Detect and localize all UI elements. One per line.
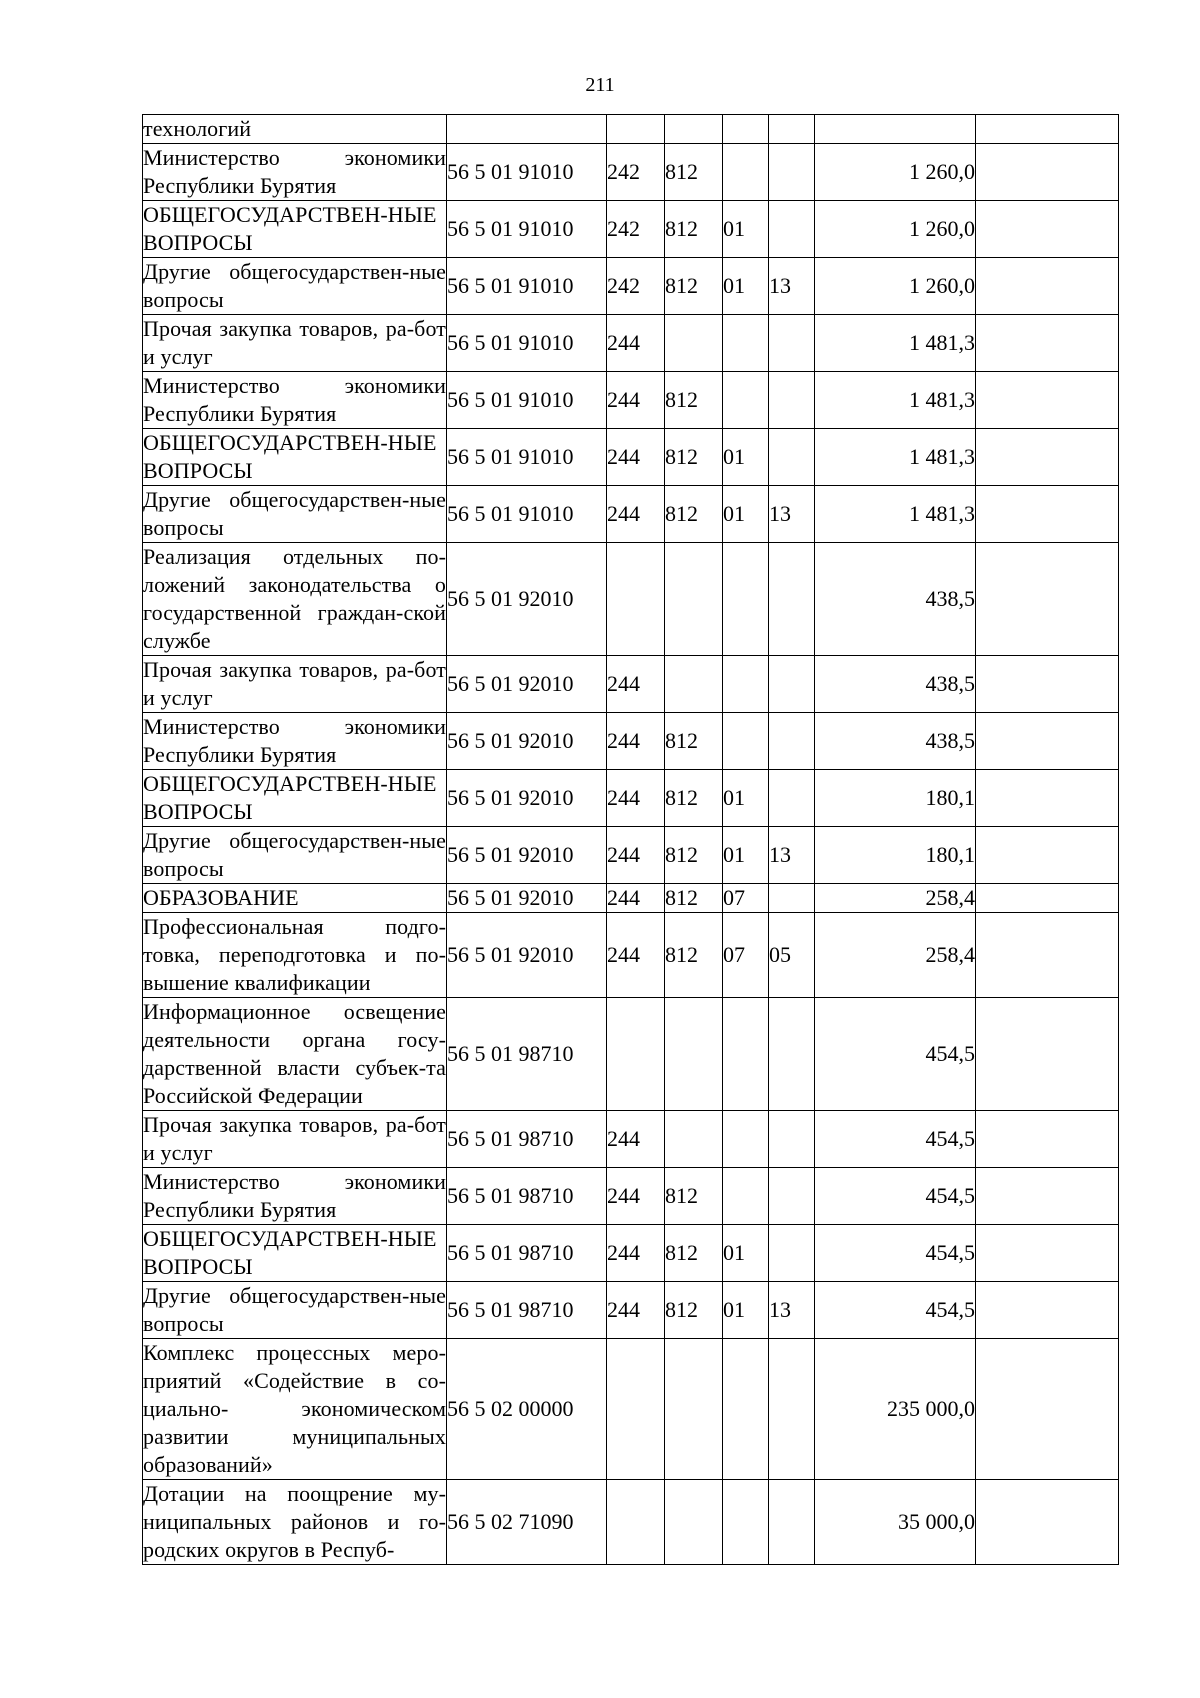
table-row [143,998,1119,1111]
amount-cell: 438,5 [815,543,976,656]
empty-cell [976,315,1119,372]
amount-cell: 454,5 [815,1282,976,1339]
empty-cell [976,770,1119,827]
item-name-cell: ОБЩЕГОСУДАРСТВЕН-НЫЕ ВОПРОСЫ [143,429,447,486]
ministry-code-cell [665,1480,723,1565]
section-cell [723,115,769,144]
expense-type-cell: 244 [607,913,665,998]
ministry-code-cell [665,315,723,372]
amount-cell: 180,1 [815,770,976,827]
subsection-cell [769,1111,815,1168]
ministry-code-cell [665,1111,723,1168]
target-article-cell [447,115,607,144]
subsection-cell [769,543,815,656]
table-row [143,115,1119,144]
subsection-cell [769,1339,815,1480]
empty-cell [976,827,1119,884]
item-name-cell: Комплекс процессных меро-приятий «Содействие в со-циально- экономическом развитии муниципальных образований» [143,1339,447,1480]
expense-type-cell: 242 [607,144,665,201]
target-article-cell: 56 5 02 71090 [447,1480,607,1565]
subsection-cell: 05 [769,913,815,998]
table-row [143,770,1119,827]
subsection-cell [769,998,815,1111]
expense-type-cell: 244 [607,1168,665,1225]
empty-cell [976,656,1119,713]
empty-cell [976,913,1119,998]
expense-type-cell: 244 [607,713,665,770]
empty-cell [976,884,1119,913]
empty-cell [976,258,1119,315]
expense-type-cell: 244 [607,372,665,429]
item-name-cell: Министерство экономики Республики Бурятия [143,144,447,201]
empty-cell [976,1480,1119,1565]
target-article-cell: 56 5 02 00000 [447,1339,607,1480]
table-row [143,372,1119,429]
section-cell: 07 [723,884,769,913]
item-name-cell: Информационное освещение деятельности органа госу-дарственной власти субъек-та Российской Федерации [143,998,447,1111]
table-row [143,913,1119,998]
expense-type-cell [607,543,665,656]
empty-cell [976,543,1119,656]
empty-cell [976,115,1119,144]
subsection-cell: 13 [769,827,815,884]
subsection-cell [769,315,815,372]
empty-cell [976,1339,1119,1480]
expense-type-cell: 244 [607,486,665,543]
empty-cell [976,1282,1119,1339]
section-cell [723,144,769,201]
table-row [143,1168,1119,1225]
target-article-cell: 56 5 01 91010 [447,144,607,201]
amount-cell: 1 260,0 [815,144,976,201]
target-article-cell: 56 5 01 98710 [447,1225,607,1282]
target-article-cell: 56 5 01 98710 [447,1168,607,1225]
ministry-code-cell: 812 [665,913,723,998]
subsection-cell [769,884,815,913]
amount-cell: 438,5 [815,656,976,713]
empty-cell [976,372,1119,429]
item-name-cell: ОБЩЕГОСУДАРСТВЕН-НЫЕ ВОПРОСЫ [143,770,447,827]
item-name-cell: Министерство экономики Республики Бурятия [143,713,447,770]
item-name-cell: Другие общегосударствен-ные вопросы [143,827,447,884]
target-article-cell: 56 5 01 92010 [447,543,607,656]
target-article-cell: 56 5 01 92010 [447,713,607,770]
empty-cell [976,486,1119,543]
ministry-code-cell [665,115,723,144]
section-cell [723,1168,769,1225]
amount-cell: 1 260,0 [815,258,976,315]
section-cell [723,1111,769,1168]
ministry-code-cell: 812 [665,1168,723,1225]
subsection-cell [769,770,815,827]
empty-cell [976,1111,1119,1168]
amount-cell: 258,4 [815,884,976,913]
expense-type-cell: 244 [607,1111,665,1168]
table-row [143,656,1119,713]
item-name-cell: Прочая закупка товаров, ра-бот и услуг [143,315,447,372]
subsection-cell [769,372,815,429]
amount-cell: 1 481,3 [815,372,976,429]
target-article-cell: 56 5 01 92010 [447,656,607,713]
target-article-cell: 56 5 01 91010 [447,315,607,372]
ministry-code-cell: 812 [665,770,723,827]
amount-cell: 454,5 [815,1111,976,1168]
table-row [143,827,1119,884]
subsection-cell [769,1480,815,1565]
table-row [143,1480,1119,1565]
ministry-code-cell [665,543,723,656]
ministry-code-cell: 812 [665,884,723,913]
target-article-cell: 56 5 01 98710 [447,998,607,1111]
expense-type-cell: 244 [607,429,665,486]
target-article-cell: 56 5 01 98710 [447,1282,607,1339]
expense-type-cell: 244 [607,315,665,372]
ministry-code-cell: 812 [665,1282,723,1339]
subsection-cell [769,656,815,713]
amount-cell: 180,1 [815,827,976,884]
empty-cell [976,201,1119,258]
subsection-cell [769,713,815,770]
item-name-cell: технологий [143,115,447,144]
table-row [143,429,1119,486]
expense-type-cell: 244 [607,827,665,884]
item-name-cell: Дотации на поощрение му-ниципальных районов и го-родских округов в Респуб- [143,1480,447,1565]
table-row [143,713,1119,770]
target-article-cell: 56 5 01 92010 [447,827,607,884]
subsection-cell [769,115,815,144]
section-cell: 01 [723,429,769,486]
amount-cell: 438,5 [815,713,976,770]
target-article-cell: 56 5 01 91010 [447,258,607,315]
target-article-cell: 56 5 01 92010 [447,884,607,913]
amount-cell: 454,5 [815,1168,976,1225]
section-cell [723,656,769,713]
empty-cell [976,998,1119,1111]
subsection-cell [769,201,815,258]
section-cell: 01 [723,486,769,543]
section-cell: 01 [723,770,769,827]
table-row [143,315,1119,372]
table-row [143,486,1119,543]
ministry-code-cell [665,1339,723,1480]
table-row [143,144,1119,201]
target-article-cell: 56 5 01 92010 [447,913,607,998]
subsection-cell [769,144,815,201]
subsection-cell [769,1225,815,1282]
target-article-cell: 56 5 01 92010 [447,770,607,827]
target-article-cell: 56 5 01 91010 [447,486,607,543]
section-cell [723,1480,769,1565]
expense-type-cell: 244 [607,1282,665,1339]
item-name-cell: Прочая закупка товаров, ра-бот и услуг [143,1111,447,1168]
amount-cell: 258,4 [815,913,976,998]
subsection-cell [769,1168,815,1225]
table-row [143,201,1119,258]
table-body [143,115,1119,1565]
section-cell: 07 [723,913,769,998]
amount-cell: 235 000,0 [815,1339,976,1480]
section-cell [723,372,769,429]
ministry-code-cell: 812 [665,429,723,486]
empty-cell [976,429,1119,486]
table-row [143,1111,1119,1168]
ministry-code-cell: 812 [665,713,723,770]
expense-type-cell: 244 [607,1225,665,1282]
subsection-cell: 13 [769,1282,815,1339]
empty-cell [976,1225,1119,1282]
item-name-cell: ОБЩЕГОСУДАРСТВЕН-НЫЕ ВОПРОСЫ [143,201,447,258]
table-row [143,258,1119,315]
target-article-cell: 56 5 01 91010 [447,372,607,429]
item-name-cell: ОБРАЗОВАНИЕ [143,884,447,913]
amount-cell: 454,5 [815,998,976,1111]
item-name-cell: ОБЩЕГОСУДАРСТВЕН-НЫЕ ВОПРОСЫ [143,1225,447,1282]
item-name-cell: Министерство экономики Республики Бурятия [143,1168,447,1225]
section-cell: 01 [723,1225,769,1282]
expense-type-cell: 244 [607,884,665,913]
ministry-code-cell [665,656,723,713]
section-cell: 01 [723,1282,769,1339]
subsection-cell: 13 [769,486,815,543]
budget-table [142,114,1119,1565]
ministry-code-cell: 812 [665,372,723,429]
empty-cell [976,1168,1119,1225]
item-name-cell: Другие общегосударствен-ные вопросы [143,258,447,315]
expense-type-cell: 244 [607,656,665,713]
expense-type-cell: 242 [607,258,665,315]
amount-cell: 454,5 [815,1225,976,1282]
table-row [143,884,1119,913]
amount-cell [815,115,976,144]
section-cell [723,543,769,656]
amount-cell: 1 481,3 [815,429,976,486]
item-name-cell: Профессиональная подго-товка, переподготовка и по-вышение квалификации [143,913,447,998]
table-row [143,1282,1119,1339]
amount-cell: 1 481,3 [815,315,976,372]
target-article-cell: 56 5 01 98710 [447,1111,607,1168]
amount-cell: 1 481,3 [815,486,976,543]
expense-type-cell: 242 [607,201,665,258]
item-name-cell: Другие общегосударствен-ные вопросы [143,486,447,543]
section-cell [723,315,769,372]
expense-type-cell [607,998,665,1111]
amount-cell: 35 000,0 [815,1480,976,1565]
page-number: 211 [585,74,615,96]
section-cell: 01 [723,201,769,258]
expense-type-cell [607,1339,665,1480]
ministry-code-cell: 812 [665,1225,723,1282]
item-name-cell: Министерство экономики Республики Бурятия [143,372,447,429]
ministry-code-cell [665,998,723,1111]
item-name-cell: Другие общегосударствен-ные вопросы [143,1282,447,1339]
table-row [143,1339,1119,1480]
table-row [143,1225,1119,1282]
item-name-cell: Реализация отдельных по-ложений законодательства о государственной граждан-ской службе [143,543,447,656]
amount-cell: 1 260,0 [815,201,976,258]
ministry-code-cell: 812 [665,258,723,315]
target-article-cell: 56 5 01 91010 [447,429,607,486]
empty-cell [976,144,1119,201]
expense-type-cell [607,1480,665,1565]
section-cell [723,998,769,1111]
ministry-code-cell: 812 [665,827,723,884]
ministry-code-cell: 812 [665,201,723,258]
subsection-cell: 13 [769,258,815,315]
item-name-cell: Прочая закупка товаров, ра-бот и услуг [143,656,447,713]
ministry-code-cell: 812 [665,486,723,543]
expense-type-cell: 244 [607,770,665,827]
expense-type-cell [607,115,665,144]
subsection-cell [769,429,815,486]
section-cell: 01 [723,827,769,884]
section-cell [723,1339,769,1480]
target-article-cell: 56 5 01 91010 [447,201,607,258]
ministry-code-cell: 812 [665,144,723,201]
section-cell: 01 [723,258,769,315]
section-cell [723,713,769,770]
empty-cell [976,713,1119,770]
table-row [143,543,1119,656]
